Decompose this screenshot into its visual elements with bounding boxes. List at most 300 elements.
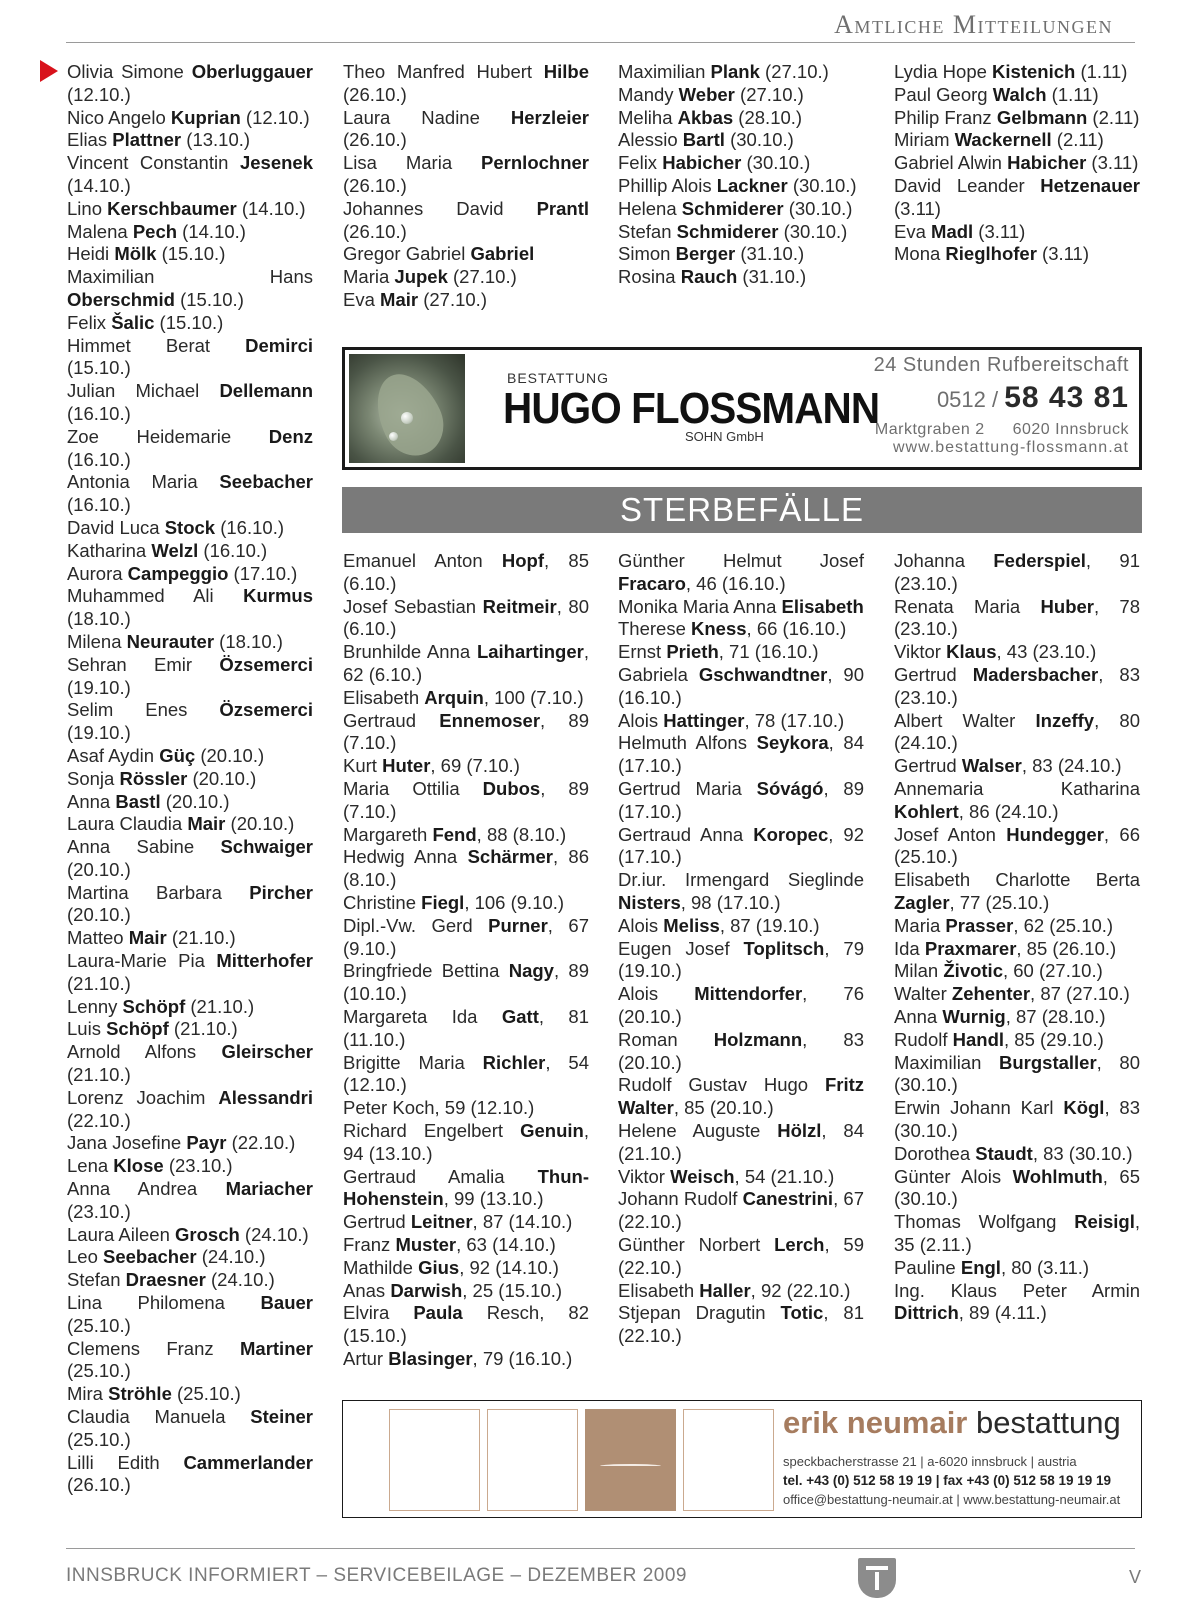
list-entry — [343, 107, 589, 153]
details: , 71 (16.10.) — [718, 641, 819, 663]
given-name: Gertrud — [894, 663, 973, 685]
surname: Gatt — [501, 1005, 539, 1027]
surname: Wackernell — [954, 129, 1052, 151]
details: (30.10.) — [741, 152, 811, 174]
given-name: Nico Angelo — [67, 106, 171, 128]
list-entry — [894, 641, 1140, 664]
details: (28.10.) — [733, 106, 803, 128]
list-entry — [67, 791, 313, 814]
given-name: Ernst — [618, 641, 667, 663]
details: (22.10.) — [226, 1132, 296, 1154]
surname: Seebacher — [103, 1246, 197, 1268]
given-name: Günter Alois — [894, 1165, 1013, 1187]
list-entry — [343, 289, 589, 312]
details: Resch, 82 (15.10.) — [343, 1302, 590, 1347]
details: (21.10.) — [168, 1018, 238, 1040]
surname: Sóvágó — [756, 777, 824, 799]
details: (25.10.) — [171, 1383, 241, 1405]
list-entry — [67, 152, 313, 198]
given-name: Alessio — [618, 129, 683, 151]
given-name: Gregor Gabriel — [343, 243, 471, 265]
list-entry — [343, 1052, 589, 1098]
surname: Schärmer — [467, 846, 553, 868]
details: , 81 (22.10.) — [618, 1302, 865, 1347]
surname: Weisch — [670, 1165, 735, 1187]
given-name: Elisabeth — [343, 686, 425, 708]
surname: Schöpf — [106, 1018, 169, 1040]
surname: Gleirscher — [221, 1041, 313, 1063]
list-entry — [343, 960, 589, 1006]
list-entry — [343, 152, 589, 198]
given-name: Kurt — [343, 755, 383, 777]
given-name: Pauline — [894, 1256, 961, 1278]
surname: Bauer — [260, 1292, 313, 1314]
list-entry — [67, 836, 313, 882]
details: , 87 (28.10.) — [1005, 1005, 1106, 1027]
details: , 80 (24.10.) — [894, 709, 1141, 754]
given-name: Muhammed Ali — [67, 585, 244, 607]
surname: Pech — [132, 220, 178, 242]
surname: Purner — [488, 914, 548, 936]
given-name: Peter Koch, 59 (12.10.) — [343, 1097, 535, 1119]
details: (26.10.) — [343, 129, 407, 151]
surname: Richler — [482, 1051, 546, 1073]
surname: Thun-Hohenstein — [343, 1165, 589, 1210]
list-entry — [67, 1246, 313, 1269]
list-entry — [343, 243, 589, 266]
list-entry — [343, 915, 589, 961]
details: (22.10.) — [67, 1109, 131, 1131]
list-entry — [343, 892, 589, 915]
surname: Holzmann — [713, 1028, 803, 1050]
details: , 46 (16.10.) — [685, 572, 786, 594]
details: (23.10.) — [163, 1155, 233, 1177]
details: (30.10.) — [787, 174, 857, 196]
surname: Campeggio — [127, 562, 229, 584]
given-name: Arnold Alfons — [67, 1041, 222, 1063]
ad-neumair-contact: office@bestattung-neumair.at | www.bestattung-neumair.at — [783, 1492, 1121, 1507]
details: (14.10.) — [177, 220, 246, 242]
list-entry — [67, 563, 313, 586]
given-name: Leo — [67, 1246, 104, 1268]
details: , 84 (21.10.) — [618, 1119, 864, 1164]
surname: Payr — [186, 1132, 227, 1154]
deaths-column-1 — [343, 550, 589, 1371]
list-entry — [894, 983, 1140, 1006]
details: (16.10.) — [198, 539, 268, 561]
details: (25.10.) — [67, 1360, 131, 1382]
surname: Prieth — [666, 641, 719, 663]
given-name: Julian Michael — [67, 380, 220, 402]
given-name: Martina Barbara — [67, 881, 250, 903]
details: (20.10.) — [187, 767, 257, 789]
given-name: Rudolf Gustav Hugo — [618, 1074, 825, 1096]
given-name: Antonia Maria — [67, 471, 220, 493]
details: (23.10.) — [67, 1200, 131, 1222]
surname: Welzl — [151, 539, 199, 561]
list-entry — [343, 1006, 589, 1052]
given-name: Maria — [343, 266, 395, 288]
given-name: Roman — [618, 1028, 714, 1050]
surname: Mitterhofer — [216, 950, 313, 972]
surname: Reisigl — [1074, 1211, 1135, 1233]
surname: Leitner — [410, 1211, 473, 1233]
details: , 60 (27.10.) — [1002, 960, 1103, 982]
surname: Walch — [992, 83, 1047, 105]
surname: Staudt — [975, 1142, 1033, 1164]
details: , 69 (7.10.) — [430, 755, 520, 777]
list-entry — [67, 1338, 313, 1384]
list-entry — [894, 243, 1140, 266]
births-column-2 — [343, 61, 589, 312]
list-entry — [343, 687, 589, 710]
details: (12.10.) — [67, 83, 131, 105]
given-name: Monika Maria Anna — [618, 595, 782, 617]
surname: Jesenek — [239, 152, 313, 174]
list-entry — [618, 1280, 864, 1303]
given-name: Eva — [343, 288, 381, 310]
list-entry — [894, 152, 1140, 175]
details: , 86 (8.10.) — [343, 846, 589, 891]
given-name: Brunhilde Anna — [343, 641, 477, 663]
surname: Mair — [187, 813, 226, 835]
given-name: Günther Norbert — [618, 1233, 775, 1255]
given-name: Phillip Alois — [618, 174, 717, 196]
details: (14.10.) — [67, 174, 131, 196]
details: , 67 (22.10.) — [618, 1188, 865, 1233]
given-name: Brigitte Maria — [343, 1051, 483, 1073]
list-entry — [894, 175, 1140, 221]
list-entry — [894, 778, 1140, 824]
list-entry — [618, 915, 864, 938]
list-entry — [618, 1074, 864, 1120]
list-entry — [894, 915, 1140, 938]
surname: Genuin — [520, 1119, 584, 1141]
list-entry — [618, 84, 864, 107]
surname: Pernlochner — [481, 152, 589, 174]
ad-neumair-logo-square — [585, 1409, 676, 1511]
list-entry — [894, 1143, 1140, 1166]
details: , 92 (17.10.) — [618, 823, 864, 868]
surname: Zehenter — [951, 983, 1031, 1005]
details: , 78 (23.10.) — [894, 595, 1141, 640]
surname: Martiner — [240, 1337, 313, 1359]
given-name: Viktor — [894, 641, 947, 663]
surname: Darwish — [390, 1279, 463, 1301]
details: , 62 (6.10.) — [343, 641, 589, 685]
surname: Oberluggauer — [191, 61, 313, 82]
given-name: Anna Andrea — [67, 1178, 226, 1200]
details: , 99 (13.10.) — [443, 1188, 544, 1210]
list-entry — [67, 1224, 313, 1247]
list-entry — [343, 1120, 589, 1166]
details: (20.10.) — [67, 858, 131, 880]
list-entry — [618, 710, 864, 733]
surname: Habicher — [662, 152, 742, 174]
details: , 89 (10.10.) — [343, 960, 590, 1005]
given-name: Alois — [618, 983, 695, 1005]
details: (21.10.) — [67, 1064, 131, 1086]
given-name: Ida — [894, 937, 925, 959]
details: , 92 (22.10.) — [750, 1279, 851, 1301]
surname: Koropec — [753, 823, 829, 845]
list-entry — [618, 983, 864, 1029]
list-entry — [894, 664, 1140, 710]
surname: Blasinger — [388, 1347, 473, 1369]
details: , 80 (3.11.) — [1000, 1256, 1090, 1278]
list-entry — [67, 950, 313, 996]
given-name: Paul Georg — [894, 83, 993, 105]
deaths-column-3 — [894, 550, 1140, 1325]
details: (15.10.) — [156, 243, 226, 265]
list-entry — [618, 641, 864, 664]
details: (27.10.) — [734, 83, 804, 105]
details: (16.10.) — [67, 402, 131, 424]
surname: Dubos — [482, 777, 541, 799]
surname: Engl — [960, 1256, 1001, 1278]
details: (2.11) — [1087, 106, 1140, 128]
given-name: Clemens Franz — [67, 1337, 240, 1359]
list-entry — [618, 869, 864, 915]
given-name: Laura-Marie Pia — [67, 950, 217, 972]
details: , 87 (14.10.) — [472, 1211, 573, 1233]
given-name: Miriam — [894, 129, 955, 151]
list-entry — [618, 664, 864, 710]
ad-neumair-phones: tel. +43 (0) 512 58 19 19 | fax +43 (0) 512 58 19 19 19 — [783, 1473, 1112, 1488]
given-name: Sehran Emir — [67, 653, 220, 675]
details: (21.10.) — [166, 927, 236, 949]
given-name: Margareta Ida — [343, 1005, 502, 1027]
list-entry — [343, 1348, 589, 1371]
given-name: Laura Nadine — [343, 106, 511, 128]
ad-flossmann-sub: SOHN GmbH — [685, 429, 764, 444]
surname: Hattinger — [663, 709, 745, 731]
surname: Reitmeir — [482, 595, 557, 617]
list-entry — [618, 618, 864, 641]
list-entry — [894, 938, 1140, 961]
list-entry — [67, 198, 313, 221]
surname: Prasser — [945, 914, 1014, 936]
details: (15.10.) — [67, 357, 131, 379]
details: (3.11) — [894, 197, 941, 219]
details: (17.10.) — [228, 562, 298, 584]
given-name: Eva — [894, 220, 932, 242]
details: , 87 (19.10.) — [719, 914, 820, 936]
surname: Özsemerci — [219, 653, 313, 675]
list-entry — [67, 1406, 313, 1452]
list-entry — [67, 1178, 313, 1224]
list-entry — [67, 517, 313, 540]
list-entry — [343, 1302, 589, 1348]
list-entry — [618, 824, 864, 870]
list-entry — [343, 1097, 589, 1120]
list-entry — [618, 61, 864, 84]
surname: Laihartinger — [476, 641, 584, 663]
list-entry — [67, 107, 313, 130]
surname: Dittrich — [894, 1302, 959, 1324]
list-entry — [618, 243, 864, 266]
surname: Weber — [678, 83, 735, 105]
list-entry — [894, 1029, 1140, 1052]
given-name: Maximilian — [618, 61, 711, 82]
details: , 54 (21.10.) — [734, 1165, 835, 1187]
details: (26.10.) — [343, 174, 407, 196]
given-name: Viktor — [618, 1165, 671, 1187]
list-entry — [67, 1269, 313, 1292]
given-name: Elisabeth Charlotte Berta — [894, 869, 1140, 891]
surname: Plank — [710, 61, 760, 82]
surname: Habicher — [1007, 152, 1087, 174]
surname: Alessandri — [218, 1086, 313, 1108]
details: , 100 (7.10.) — [483, 686, 584, 708]
list-entry — [67, 266, 313, 312]
surname: Schmiderer — [681, 197, 784, 219]
details: , 79 (19.10.) — [618, 937, 864, 982]
given-name: Lino — [67, 197, 108, 219]
given-name: Alois — [618, 709, 664, 731]
surname: Klaus — [946, 641, 997, 663]
details: (26.10.) — [343, 220, 407, 242]
births-column-1 — [67, 61, 313, 1497]
header-rule — [66, 42, 1135, 43]
city-crest-icon — [858, 1558, 896, 1598]
list-entry — [618, 152, 864, 175]
given-name: Franz — [343, 1233, 396, 1255]
list-entry — [894, 710, 1140, 756]
surname: Hundegger — [1006, 823, 1104, 845]
surname: Madersbacher — [972, 663, 1099, 685]
surname: Klose — [113, 1155, 164, 1177]
details: , 90 (16.10.) — [618, 663, 864, 708]
surname: Canestrini — [742, 1188, 834, 1210]
details: , 80 (30.10.) — [894, 1051, 1140, 1096]
surname: Kuprian — [170, 106, 241, 128]
list-entry — [618, 221, 864, 244]
ad-flossmann-tagline: 24 Stunden Rufbereitschaft — [873, 354, 1129, 376]
details: (20.10.) — [67, 904, 131, 926]
list-entry — [894, 824, 1140, 870]
given-name: Maria Ottilia — [343, 777, 483, 799]
given-name: Alois — [618, 914, 664, 936]
details: (24.10.) — [239, 1223, 309, 1245]
surname: Fracaro — [618, 572, 686, 594]
details: , 85 (29.10.) — [1004, 1028, 1104, 1050]
details: , 54 (12.10.) — [343, 1051, 589, 1096]
details: (19.10.) — [67, 722, 131, 744]
surname: Gabriel — [470, 243, 535, 265]
given-name: David Luca — [67, 516, 165, 538]
surname: Seykora — [756, 732, 829, 754]
list-entry — [894, 221, 1140, 244]
details: (20.10.) — [160, 790, 230, 812]
given-name: Theo Manfred Hubert — [343, 61, 544, 82]
details: (1.11) — [1075, 61, 1128, 82]
given-name: Albert Walter — [894, 709, 1036, 731]
given-name: Asaf Aydin — [67, 744, 160, 766]
details: (25.10.) — [67, 1314, 131, 1336]
surname: Steiner — [250, 1406, 313, 1428]
given-name: Rudolf — [894, 1028, 953, 1050]
details: , 89 (17.10.) — [618, 777, 864, 822]
surname: Bartl — [682, 129, 725, 151]
surname: Plattner — [112, 129, 182, 151]
list-entry — [67, 745, 313, 768]
surname: Fend — [432, 823, 477, 845]
list-entry — [67, 1018, 313, 1041]
list-entry — [894, 84, 1140, 107]
details: , 83 (30.10.) — [894, 1097, 1140, 1141]
given-name: Gabriel Alwin — [894, 152, 1008, 174]
surname: Mittendorfer — [694, 983, 803, 1005]
given-name: Mathilde — [343, 1256, 419, 1278]
list-entry — [67, 540, 313, 563]
list-entry — [894, 1052, 1140, 1098]
surname: Zagler — [894, 891, 950, 913]
given-name: Helene Auguste — [618, 1119, 778, 1141]
details: , 35 (2.11.) — [894, 1211, 1140, 1255]
details: (20.10.) — [195, 744, 265, 766]
given-name: Katharina — [67, 539, 152, 561]
surname: Arquin — [424, 686, 484, 708]
given-name: Artur — [343, 1347, 389, 1369]
details: , 66 (25.10.) — [894, 823, 1141, 868]
given-name: Laura Aileen — [67, 1223, 176, 1245]
list-entry — [343, 1257, 589, 1280]
given-name: Gertrud — [343, 1211, 411, 1233]
given-name: Lenny — [67, 995, 123, 1017]
given-name: Himmet Berat — [67, 334, 246, 356]
ad-erik-neumair — [342, 1400, 1142, 1518]
details: , 83 (20.10.) — [618, 1028, 864, 1073]
list-entry — [67, 380, 313, 426]
list-entry — [894, 61, 1140, 84]
surname: Schmiderer — [676, 220, 779, 242]
section-title: Amtliche Mitteilungen — [834, 10, 1113, 39]
details: (15.10.) — [154, 311, 224, 333]
given-name: Gertrud Maria — [618, 777, 757, 799]
surname: Haller — [699, 1279, 751, 1301]
given-name: Olivia Simone — [67, 61, 192, 82]
surname: Wohlmuth — [1012, 1165, 1103, 1187]
given-name: Emanuel Anton — [343, 550, 502, 571]
details: , 86 (24.10.) — [958, 800, 1059, 822]
details: , 98 (17.10.) — [680, 891, 781, 913]
given-name: Elias — [67, 129, 113, 151]
details: (30.10.) — [724, 129, 794, 151]
surname: Gschwandtner — [698, 663, 828, 685]
details: , 67 (9.10.) — [343, 914, 590, 959]
surname: Paula — [413, 1302, 463, 1324]
list-entry — [67, 221, 313, 244]
list-entry — [894, 596, 1140, 642]
surname: Huter — [382, 755, 431, 777]
given-name: Mandy — [618, 83, 679, 105]
given-name: Anna Sabine — [67, 836, 221, 858]
given-name: Annemaria Katharina — [894, 777, 1140, 799]
surname: Rauch — [680, 266, 738, 288]
list-entry — [618, 1120, 864, 1166]
list-entry — [67, 61, 313, 107]
given-name: Helena — [618, 197, 682, 219]
surname: Rieglhofer — [945, 243, 1037, 265]
given-name: Hedwig Anna — [343, 846, 468, 868]
details: , 66 (16.10.) — [746, 618, 847, 640]
surname: Dellemann — [219, 380, 313, 402]
red-arrow-marker-icon — [40, 60, 58, 82]
births-column-4 — [894, 61, 1140, 266]
surname: Berger — [675, 243, 736, 265]
surname: Ennemoser — [439, 709, 541, 731]
